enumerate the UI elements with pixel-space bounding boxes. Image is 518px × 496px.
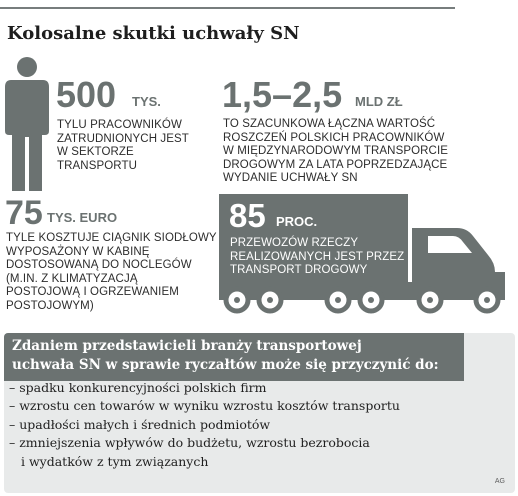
list-item: – wzrostu cen towarów w wyniku wzrostu kosztów transportu — [9, 398, 400, 414]
text-line: REALIZOWANYCH JEST PRZEZ — [230, 250, 405, 263]
stat-tractor-value: 75 — [5, 194, 43, 232]
text-line: TYLU PRACOWNIKÓW — [57, 119, 182, 131]
text-line: WYDANIE UCHWAŁY SN — [223, 172, 358, 185]
stat-workers-value: 500 — [56, 74, 117, 115]
text-line: W MIĘDZYNARODOWYM TRANSPORCIE — [223, 145, 449, 158]
stat-tractor-text — [6, 232, 217, 314]
panel-heading-text — [12, 337, 439, 375]
stat-road-transport-text — [230, 237, 404, 278]
top-rule — [0, 7, 455, 9]
text-line: WYPOSAŻONY W KABINĘ — [6, 245, 150, 258]
text-line: POSTOJOWĄ I OGRZEWANIEM — [6, 286, 179, 299]
credit-label: AG — [494, 478, 505, 485]
text-line: DOSTOSOWANĄ DO NOCLEGÓW — [6, 259, 192, 272]
consequences-panel — [4, 333, 515, 493]
stat-claims-text — [223, 118, 448, 186]
list-item: – zmniejszenia wpływów do budżetu, wzrostu bezrobocia — [9, 435, 370, 451]
text-line: TRANSPORTU — [57, 159, 138, 172]
heading-line: Zdaniem przedstawicieli branży transportowej — [12, 338, 362, 354]
text-line: (M.IN. Z KLIMATYZACJĄ — [6, 272, 138, 285]
list-item: – upadłości małych i średnich podmiotów — [9, 416, 271, 432]
text-line: POSTOJOWYM) — [6, 299, 94, 312]
page-title: Kolosalne skutki uchwały SN — [7, 23, 300, 44]
stat-tractor-unit: TYS. EURO — [47, 210, 118, 225]
list-item-continuation: i wydatków z tym związanych — [21, 453, 209, 469]
text-line: DROGOWYM ZA LATA POPRZEDZAJĄCE — [223, 158, 448, 171]
heading-line: uchwała SN w sprawie ryczałtów może się przyczynić do: — [12, 357, 439, 373]
text-line: TRANSPORT DROGOWY — [230, 264, 368, 277]
text-line: TYLE KOSZTUJE CIĄGNIK SIODŁOWY — [6, 232, 217, 244]
text-line: TO SZACUNKOWA ŁĄCZNA WARTOŚĆ — [223, 118, 436, 130]
stat-claims-value: 1,5–2,5 — [222, 74, 343, 115]
text-line: W SEKTORZE — [57, 146, 134, 159]
consequences-list — [9, 379, 400, 471]
text-line: ROSZCZEŃ POLSKICH PRACOWNIKÓW — [223, 131, 445, 144]
text-line: PRZEWOZÓW RZECZY — [230, 237, 359, 249]
text-line: ZATRUDNIONYCH JEST — [57, 132, 189, 145]
panel-heading — [4, 333, 464, 381]
stat-claims-unit: MLD ZŁ — [355, 94, 403, 109]
stat-workers-text — [57, 119, 189, 173]
stat-road-transport-value: 85 — [229, 197, 266, 234]
person-icon — [4, 55, 50, 191]
stat-workers-unit: TYS. — [132, 94, 161, 109]
stat-road-transport-unit: PROC. — [276, 214, 318, 229]
list-item: – spadku konkurencyjności polskich firm — [9, 380, 267, 395]
